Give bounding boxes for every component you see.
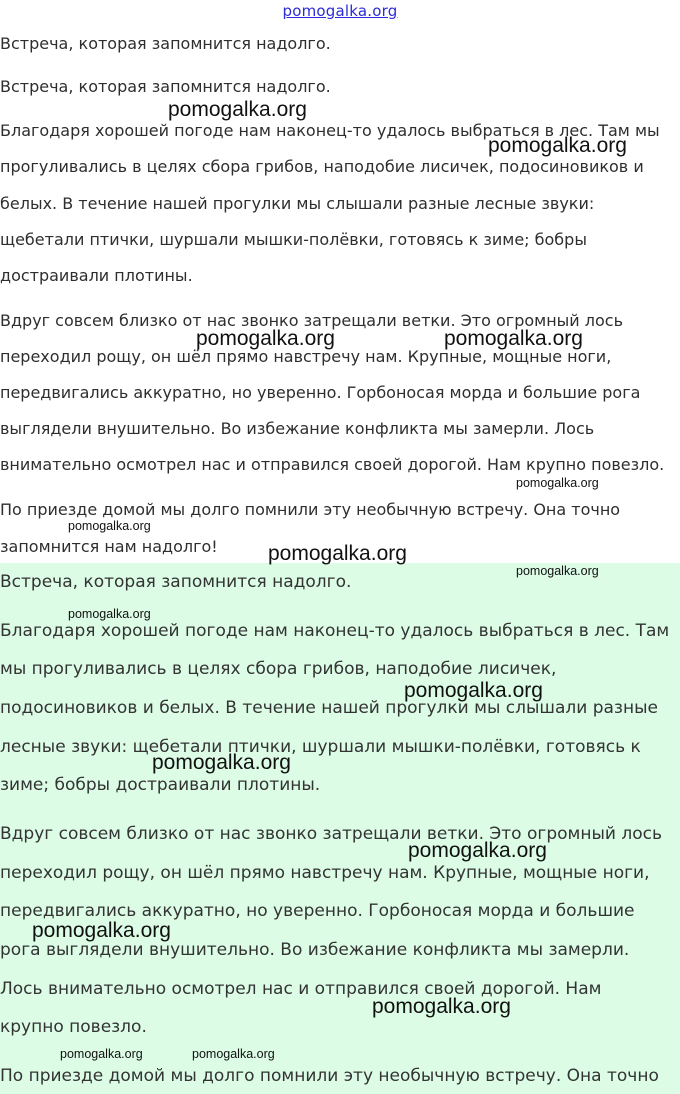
watermark: pomogalka.org — [516, 564, 599, 578]
text-line: Встреча, которая запомнится надолго. — [0, 572, 352, 592]
watermark: pomogalka.org — [268, 542, 407, 565]
text-line: внимательно осмотрел нас и отправился своей дорогой. Нам крупно повезло. — [0, 455, 665, 474]
watermark: pomogalka.org — [488, 134, 627, 157]
text-line: крупно повезло. — [0, 1017, 147, 1037]
watermark: pomogalka.org — [152, 751, 291, 774]
text-line: подосиновиков и белых. В течение нашей прогулки мы слышали разные — [0, 698, 658, 718]
text-line: По приезде домой мы долго помнили эту необычную встречу. Она точно — [0, 1066, 659, 1086]
watermark: pomogalka.org — [444, 327, 583, 350]
text-line: выглядели внушительно. Во избежание конфликта мы замерли. Лось — [0, 419, 595, 438]
text-line: мы прогуливались в целях сбора грибов, наподобие лисичек, — [0, 659, 557, 679]
text-line: достраивали плотины. — [0, 266, 193, 285]
watermark: pomogalka.org — [168, 98, 307, 121]
text-line: Благодаря хорошей погоде нам наконец-то удалось выбраться в лес. Там мы — [0, 121, 660, 140]
text-line: запомнится нам надолго! — [0, 537, 218, 556]
text-line: Вдруг совсем близко от нас звонко затрещали ветки. Это огромный лось — [0, 824, 662, 844]
watermark: pomogalka.org — [516, 476, 599, 490]
text-line: прогуливались в целях сбора грибов, наподобие лисичек, подосиновиков и — [0, 157, 644, 176]
watermark: pomogalka.org — [404, 679, 543, 702]
text-line: Встреча, которая запомнится надолго. — [0, 34, 331, 53]
text-line: передвигались аккуратно, но уверенно. Горбоносая морда и большие рога — [0, 383, 641, 402]
watermark: pomogalka.org — [68, 607, 151, 621]
text-line: Вдруг совсем близко от нас звонко затрещали ветки. Это огромный лось — [0, 311, 624, 330]
text-line: Встреча, которая запомнится надолго. — [0, 77, 331, 96]
text-line: щебетали птички, шуршали мышки-полёвки, готовясь к зиме; бобры — [0, 230, 587, 249]
watermark: pomogalka.org — [372, 995, 511, 1018]
text-line: белых. В течение нашей прогулки мы слышали разные лесные звуки: — [0, 194, 595, 213]
watermark: pomogalka.org — [32, 919, 171, 942]
watermark: pomogalka.org — [60, 1047, 143, 1061]
text-line: переходил рощу, он шёл прямо навстречу нам. Крупные, мощные ноги, — [0, 347, 612, 366]
text-line: Лось внимательно осмотрел нас и отправился своей дорогой. Нам — [0, 979, 602, 999]
text-line: Благодаря хорошей погоде нам наконец-то удалось выбраться в лес. Там — [0, 621, 670, 641]
text-line: переходил рощу, он шёл прямо навстречу нам. Крупные, мощные ноги, — [0, 863, 650, 883]
text-line: передвигались аккуратно, но уверенно. Горбоносая морда и большие — [0, 901, 635, 921]
watermark: pomogalka.org — [192, 1047, 275, 1061]
text-line: лесные звуки: щебетали птички, шуршали мышки-полёвки, готовясь к — [0, 737, 641, 757]
watermark: pomogalka.org — [196, 327, 335, 350]
text-line: зиме; бобры достраивали плотины. — [0, 775, 321, 795]
text-line: рога выглядели внушительно. Во избежание конфликта мы замерли. — [0, 940, 630, 960]
watermark: pomogalka.org — [68, 519, 151, 533]
text-line: По приезде домой мы долго помнили эту необычную встречу. Она точно — [0, 500, 621, 519]
site-link[interactable]: pomogalka.org — [282, 2, 398, 20]
watermark: pomogalka.org — [408, 839, 547, 862]
